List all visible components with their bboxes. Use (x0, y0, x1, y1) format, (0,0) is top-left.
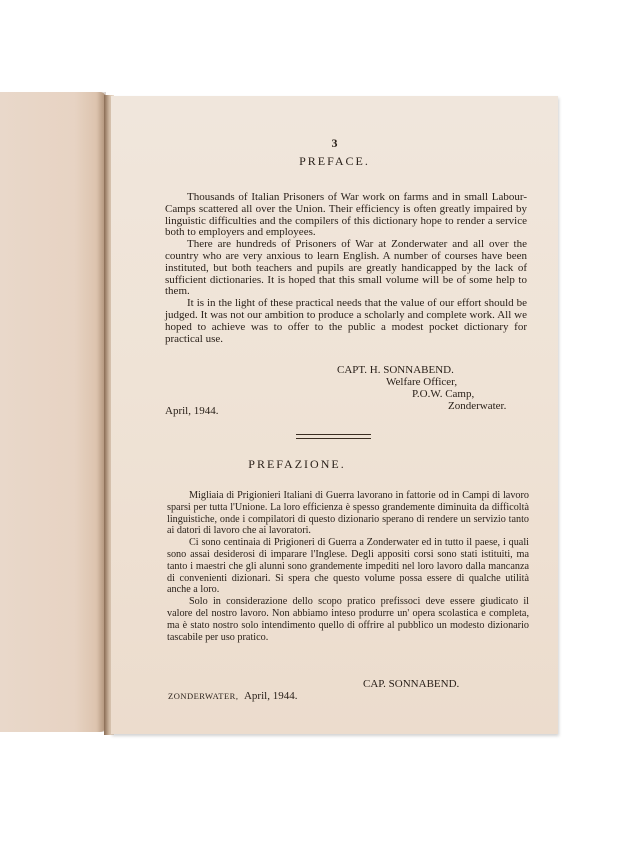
preface-body (165, 192, 527, 345)
preface-heading: PREFACE. (299, 154, 370, 168)
preface-paragraph-1: Thousands of Italian Prisoners of War work on farms and in small Labour-Camps scattered all over the Union. Their efficiency is often greatly impaired by linguistic difficulties and the compilers of this dictionary hope to render a service both to employers and employees. (165, 191, 527, 239)
preface-signature-role: Welfare Officer, (386, 376, 458, 388)
prefazione-paragraph-3: Solo in considerazione dello scopo pratico prefissoci deve essere giudicato il valore del nostro lavoro. Non abbiamo inteso produrre un' opera scolastica e completa, ma è stato nostro solo intendimento quello di offrire al pubblico un modesto dizionario tascabile per uso pratico. (167, 596, 529, 643)
prefazione-place: ZONDERWATER, (168, 691, 239, 701)
section-divider (296, 434, 371, 439)
preface-paragraph-2: There are hundreds of Prisoners of War at Zonderwater and all over the country who are very anxious to learn English. A number of courses have been instituted, but both teachers and pupils are greatly handicapped by the lack of sufficient dictionaries. It is hoped that this small volume will be of some help to them. (165, 238, 527, 298)
prefazione-paragraph-1: Migliaia di Prigionieri Italiani di Guerra lavorano in fattorie od in Campi di lavoro sparsi per tutta l'Unione. La loro efficienza è spesso grandemente diminuita da difficoltà linguistiche, onde i compilatori di questo dizionario sperano di rendere un servizio tanto ai datori di lavoro che ai lavoratori. (167, 490, 529, 537)
preface-date: April, 1944. (165, 405, 219, 417)
preface-paragraph-3: It is in the light of these practical needs that the value of our effort should be judged. It was not our ambition to produce a scholarly and complete work. All we hoped to achieve was to offer to the public a modest pocket dictionary for practical use. (165, 297, 527, 345)
prefazione-body (167, 490, 529, 643)
preface-signature-place: Zonderwater. (448, 400, 507, 412)
left-facing-page (0, 92, 106, 732)
page-number: 3 (331, 136, 338, 150)
prefazione-dateline (168, 690, 297, 702)
prefazione-heading: PREFAZIONE. (248, 457, 346, 471)
preface-signature-name: CAPT. H. SONNABEND. (337, 364, 454, 376)
prefazione-signature: CAP. SONNABEND. (363, 678, 460, 690)
prefazione-date: April, 1944. (243, 690, 298, 702)
preface-signature-camp: P.O.W. Camp, (412, 388, 475, 400)
prefazione-paragraph-2: Ci sono centinaia di Prigioneri di Guerra a Zonderwater ed in tutto il paese, i quali sono assai desiderosi di imparare l'Inglese. Degli appositi corsi sono stati istituiti, ma tanto i maestri che gli alunni sono grandemente impediti nel loro lavoro dalla mancanza di convenienti dizionari. Si spera che questo volume possa essere di qualche utilità anche a loro. (167, 537, 529, 596)
book-page (111, 96, 558, 734)
